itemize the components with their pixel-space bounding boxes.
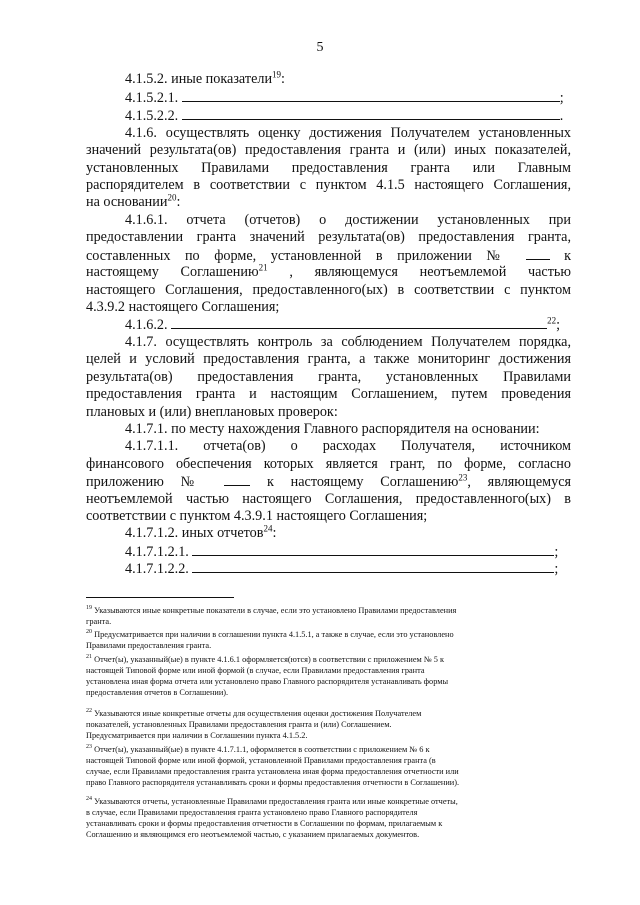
- footnote-line: гранта.: [86, 617, 112, 626]
- text-line: целей и условий предоставления гранта, а также мониторинг достижения: [86, 351, 571, 367]
- footnote-24: $^{24}$ Указываются отчеты, установленные Правилами предоставления гранта или иные конкретные отчеты,: [86, 796, 458, 806]
- text-line: на основании$^{20}$:: [86, 192, 181, 210]
- footnote-19: $^{19}$ Указываются иные конкретные показатели в случае, если это установлено Правилами предоставления: [86, 605, 457, 615]
- clause-4-1-7-1-2-1: 4.1.7.1.2.1. ;: [125, 544, 559, 560]
- footnote-line: настоящей Типовой форме или иной формой, установленной Правилами предоставления гранта (в: [86, 756, 436, 765]
- blank-line: [171, 316, 547, 329]
- text-line: распорядителем в соответствии с пунктом 4.1.5 настоящего Соглашения,: [86, 177, 571, 193]
- footnote-line: предоставления отчетов в Соглашении).: [86, 688, 229, 697]
- footnote-23: $^{23}$ Отчет(ы), указанный(ые) в пункте 4.1.7.1.1, оформляется в соответствии с приложением № 6 к: [86, 744, 430, 754]
- text-line: составленных по форме, установленной в приложении № к: [86, 248, 572, 264]
- clause-4-1-5-2: 4.1.5.2. иные показатели$^{19}$:: [125, 69, 285, 87]
- clause-4-1-6: 4.1.6. осуществлять оценку достижения Получателем установленных: [125, 125, 571, 141]
- text-line: установленных Правилами предоставления гранта или Главным: [86, 160, 571, 176]
- blank-line: [526, 247, 550, 260]
- text-line: плановых и (или) внеплановых проверок:: [86, 404, 338, 420]
- footnote-line: в случае, если Правилами предоставления гранта установлено право Главного распорядителя: [86, 808, 418, 817]
- clause-4-1-5-2-1: 4.1.5.2.1. ;: [125, 90, 564, 106]
- text-line: 4.3.9.2 настоящего Соглашения;: [86, 299, 280, 315]
- footnote-line: случае, если Правилами предоставления гранта установлена иная форма предоставления отчетности или: [86, 767, 459, 776]
- clause-4-1-7-1-1: 4.1.7.1.1. отчета(ов) о расходах Получателя, источником: [125, 438, 571, 454]
- text-line: предоставления гранта и настоящим Соглашением, путем проведения: [86, 386, 571, 402]
- text-line: финансового обеспечения которых является грант, по форме, согласно: [86, 456, 571, 472]
- clause-4-1-6-1: 4.1.6.1. отчета (отчетов) о достижении установленных при: [125, 212, 571, 228]
- footnote-ref-20: 20: [167, 192, 177, 203]
- blank-line: [224, 473, 250, 486]
- footnote-line: устанавливать сроки и формы предоставления отчетности в Соглашении по формам, прилагаемым к: [86, 819, 443, 828]
- footnote-ref-21: 21: [258, 262, 268, 273]
- footnote-22: $^{22}$ Указываются иные конкретные отчеты для осуществления оценки достижения Получателем: [86, 708, 422, 718]
- text-line: соответствии с пунктом 4.3.9.1 настоящего Соглашения;: [86, 508, 428, 524]
- blank-line: [182, 89, 560, 102]
- footnote-ref-23: 23: [458, 472, 468, 483]
- footnote-line: установлена иная форма отчета или установлено право Главного распорядителя устанавливать формы: [86, 677, 449, 686]
- clause-4-1-7-1-2-2: 4.1.7.1.2.2. ;: [125, 561, 559, 577]
- footnote-line: Правилами предоставления гранта.: [86, 641, 212, 650]
- footnote-line: показателей, установленных Правилами предоставления гранта и (или) Соглашением.: [86, 720, 392, 729]
- clause-4-1-7: 4.1.7. осуществлять контроль за соблюдением Получателем порядка,: [125, 334, 571, 350]
- clause-4-1-5-2-2: 4.1.5.2.2. .: [125, 108, 564, 124]
- text-line: предоставлении гранта значений результата(ов) предоставления гранта,: [86, 229, 571, 245]
- footnote-21: $^{21}$ Отчет(ы), указанный(ые) в пункте 4.1.6.1 оформляется(ются) в соответствии с приложением № 5 к: [86, 654, 445, 664]
- footnote-ref-24: 24: [263, 523, 273, 534]
- footnote-line: Соглашению и являющимся его неотъемлемой частью, с указанием прилагаемых документов.: [86, 830, 420, 839]
- page-number: 5: [316, 40, 324, 55]
- blank-line: [192, 543, 554, 556]
- footnote-20: $^{20}$ Предусматривается при наличии в соглашении пункта 4.1.5.1, а также в случае, если это установлено: [86, 629, 454, 639]
- blank-line: [182, 107, 560, 120]
- text-line: результата(ов) предоставления гранта, установленных Правилами: [86, 369, 571, 385]
- footnote-line: настоящей Типовой форме или иной формой (в случае, если Правилами предоставления гранта: [86, 666, 425, 675]
- blank-line: [192, 560, 554, 573]
- text-line: настоящего Соглашения, предоставленного(ых) в соответствии с пунктом: [86, 282, 571, 298]
- footnote-ref-22: 22: [547, 315, 557, 326]
- text-line: приложению № к настоящему Соглашению$^{23}$, являющемуся: [86, 472, 572, 490]
- clause-4-1-7-1: 4.1.7.1. по месту нахождения Главного распорядителя на основании:: [125, 421, 540, 437]
- clause-4-1-6-2: 4.1.6.2. $^{22}$;: [125, 315, 561, 333]
- text-line: значений результата(ов) предоставления гранта и (или) иных показателей,: [86, 142, 571, 158]
- footnote-separator: [86, 597, 234, 598]
- text-line: настоящему Соглашению$^{21}$ , являющемуся неотъемлемой частью: [86, 262, 571, 280]
- text-line: неотъемлемой частью настоящего Соглашения, предоставленного(ых) в: [86, 491, 571, 507]
- footnote-ref-19: 19: [272, 69, 282, 80]
- footnote-line: Предусматривается при наличии в Соглашении пункта 4.1.5.2.: [86, 731, 308, 740]
- clause-4-1-7-1-2: 4.1.7.1.2. иных отчетов$^{24}$:: [125, 523, 277, 541]
- footnote-line: право Главного распорядителя устанавливать сроки и формы предоставления отчетности в Соглашении).: [86, 778, 460, 787]
